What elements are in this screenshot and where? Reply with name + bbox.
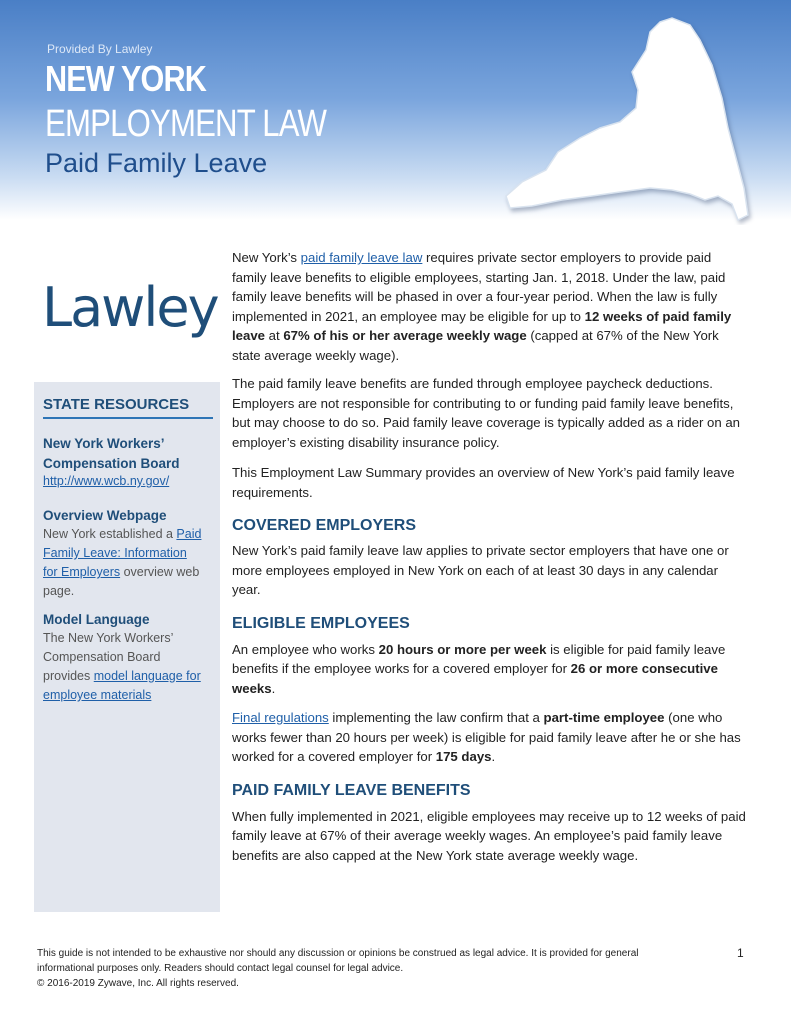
pfl-info-link-line-2[interactable]: Family Leave: Information	[43, 546, 187, 560]
funding-paragraph: The paid family leave benefits are funded through employee paycheck deductions. Employers are not responsible for contributing to or funding paid family leave benefits, but may choose to do so. Paid family leave coverage is typically added as a rider on an employer’s existing disability insurance policy.	[232, 376, 741, 450]
sidebar-heading: STATE RESOURCES	[43, 396, 213, 419]
model-language-title: Model Language	[43, 612, 150, 627]
paid-family-leave-law-link[interactable]: paid family leave law	[300, 250, 423, 265]
footer-copyright: © 2016-2019 Zywave, Inc. All rights reserved.	[37, 978, 239, 989]
new-york-state-map-icon	[500, 10, 760, 225]
title-employment-law: EMPLOYMENT LAW	[45, 103, 327, 145]
covered-employers-paragraph: New York’s paid family leave law applies to private sector employers that have one or more employees employed in New York on each of at least 30 days in any calendar year.	[232, 543, 729, 597]
footer-disclaimer: This guide is not intended to be exhaustive nor should any discussion or opinions be construed as legal advice. It is provided for general informational purposes only. Readers should contact legal counsel for legal advice.	[37, 948, 639, 974]
board-title-line-1: New York Workers’	[43, 436, 165, 451]
main-content	[232, 248, 747, 865]
board-title	[43, 434, 218, 474]
covered-employers-heading: COVERED EMPLOYERS	[232, 517, 417, 534]
page-number: 1	[737, 946, 744, 960]
part-time-paragraph: Final regulations implementing the law confirm that a part-time employee (one who works fewer than 20 hours per week) is eligible for paid family leave after he or she has worked for a covered employer for 175 days.	[232, 710, 741, 764]
footer	[37, 946, 697, 991]
provided-by-text: Provided By Lawley	[47, 42, 153, 56]
eligible-employees-paragraph: An employee who works 20 hours or more per week is eligible for paid family leave benefits if the employee works for a covered employer for 26 or more consecutive weeks.	[232, 641, 726, 696]
benefits-heading: PAID FAMILY LEAVE BENEFITS	[232, 781, 471, 799]
final-regulations-link[interactable]: Final regulations	[232, 710, 329, 725]
board-website-link[interactable]: http://www.wcb.ny.gov/	[43, 474, 170, 488]
title-state: NEW YORK	[45, 58, 206, 99]
pfl-info-link[interactable]: Paid	[176, 527, 202, 541]
overview-title: Overview Webpage	[43, 508, 167, 523]
overview-text: New York established a Paid Family Leave: Information for Employers overview web page.	[43, 527, 202, 598]
model-language-text: The New York Workers’ Compensation Board provides model language for employee materials	[43, 631, 201, 702]
benefits-paragraph: When fully implemented in 2021, eligible employees may receive up to 12 weeks of paid family leave at 67% of their average weekly wages. An employee’s paid family leave benefits are also capped at the New York state average weekly wage.	[232, 808, 746, 863]
summary-paragraph: This Employment Law Summary provides an overview of New York’s paid family leave requirements.	[232, 465, 735, 500]
pfl-info-link-line-3[interactable]: for Employers	[43, 565, 121, 579]
board-title-line-2: Compensation Board	[43, 456, 180, 471]
model-language-link-line-2[interactable]: employee materials	[43, 688, 152, 702]
eligible-employees-heading: ELIGIBLE EMPLOYEES	[232, 614, 410, 632]
model-language-link[interactable]: model language for	[93, 669, 201, 683]
lawley-logo: Lawley	[42, 276, 218, 339]
header-banner	[0, 0, 791, 220]
page-title: Paid Family Leave	[45, 148, 268, 178]
state-resources-sidebar	[34, 382, 220, 912]
intro-paragraph: New York’s paid family leave law requires private sector employers to provide paid family leave benefits to eligible employees, starting Jan. 1, 2018. Under the law, paid family leave benefits will be phased in over a four-year period. When the law is fully implemented in 2021, an employee may be eligible for up to 12 weeks of paid family leave at 67% of his or her average weekly wage (capped at 67% of the New York state average weekly wage).	[232, 250, 732, 363]
